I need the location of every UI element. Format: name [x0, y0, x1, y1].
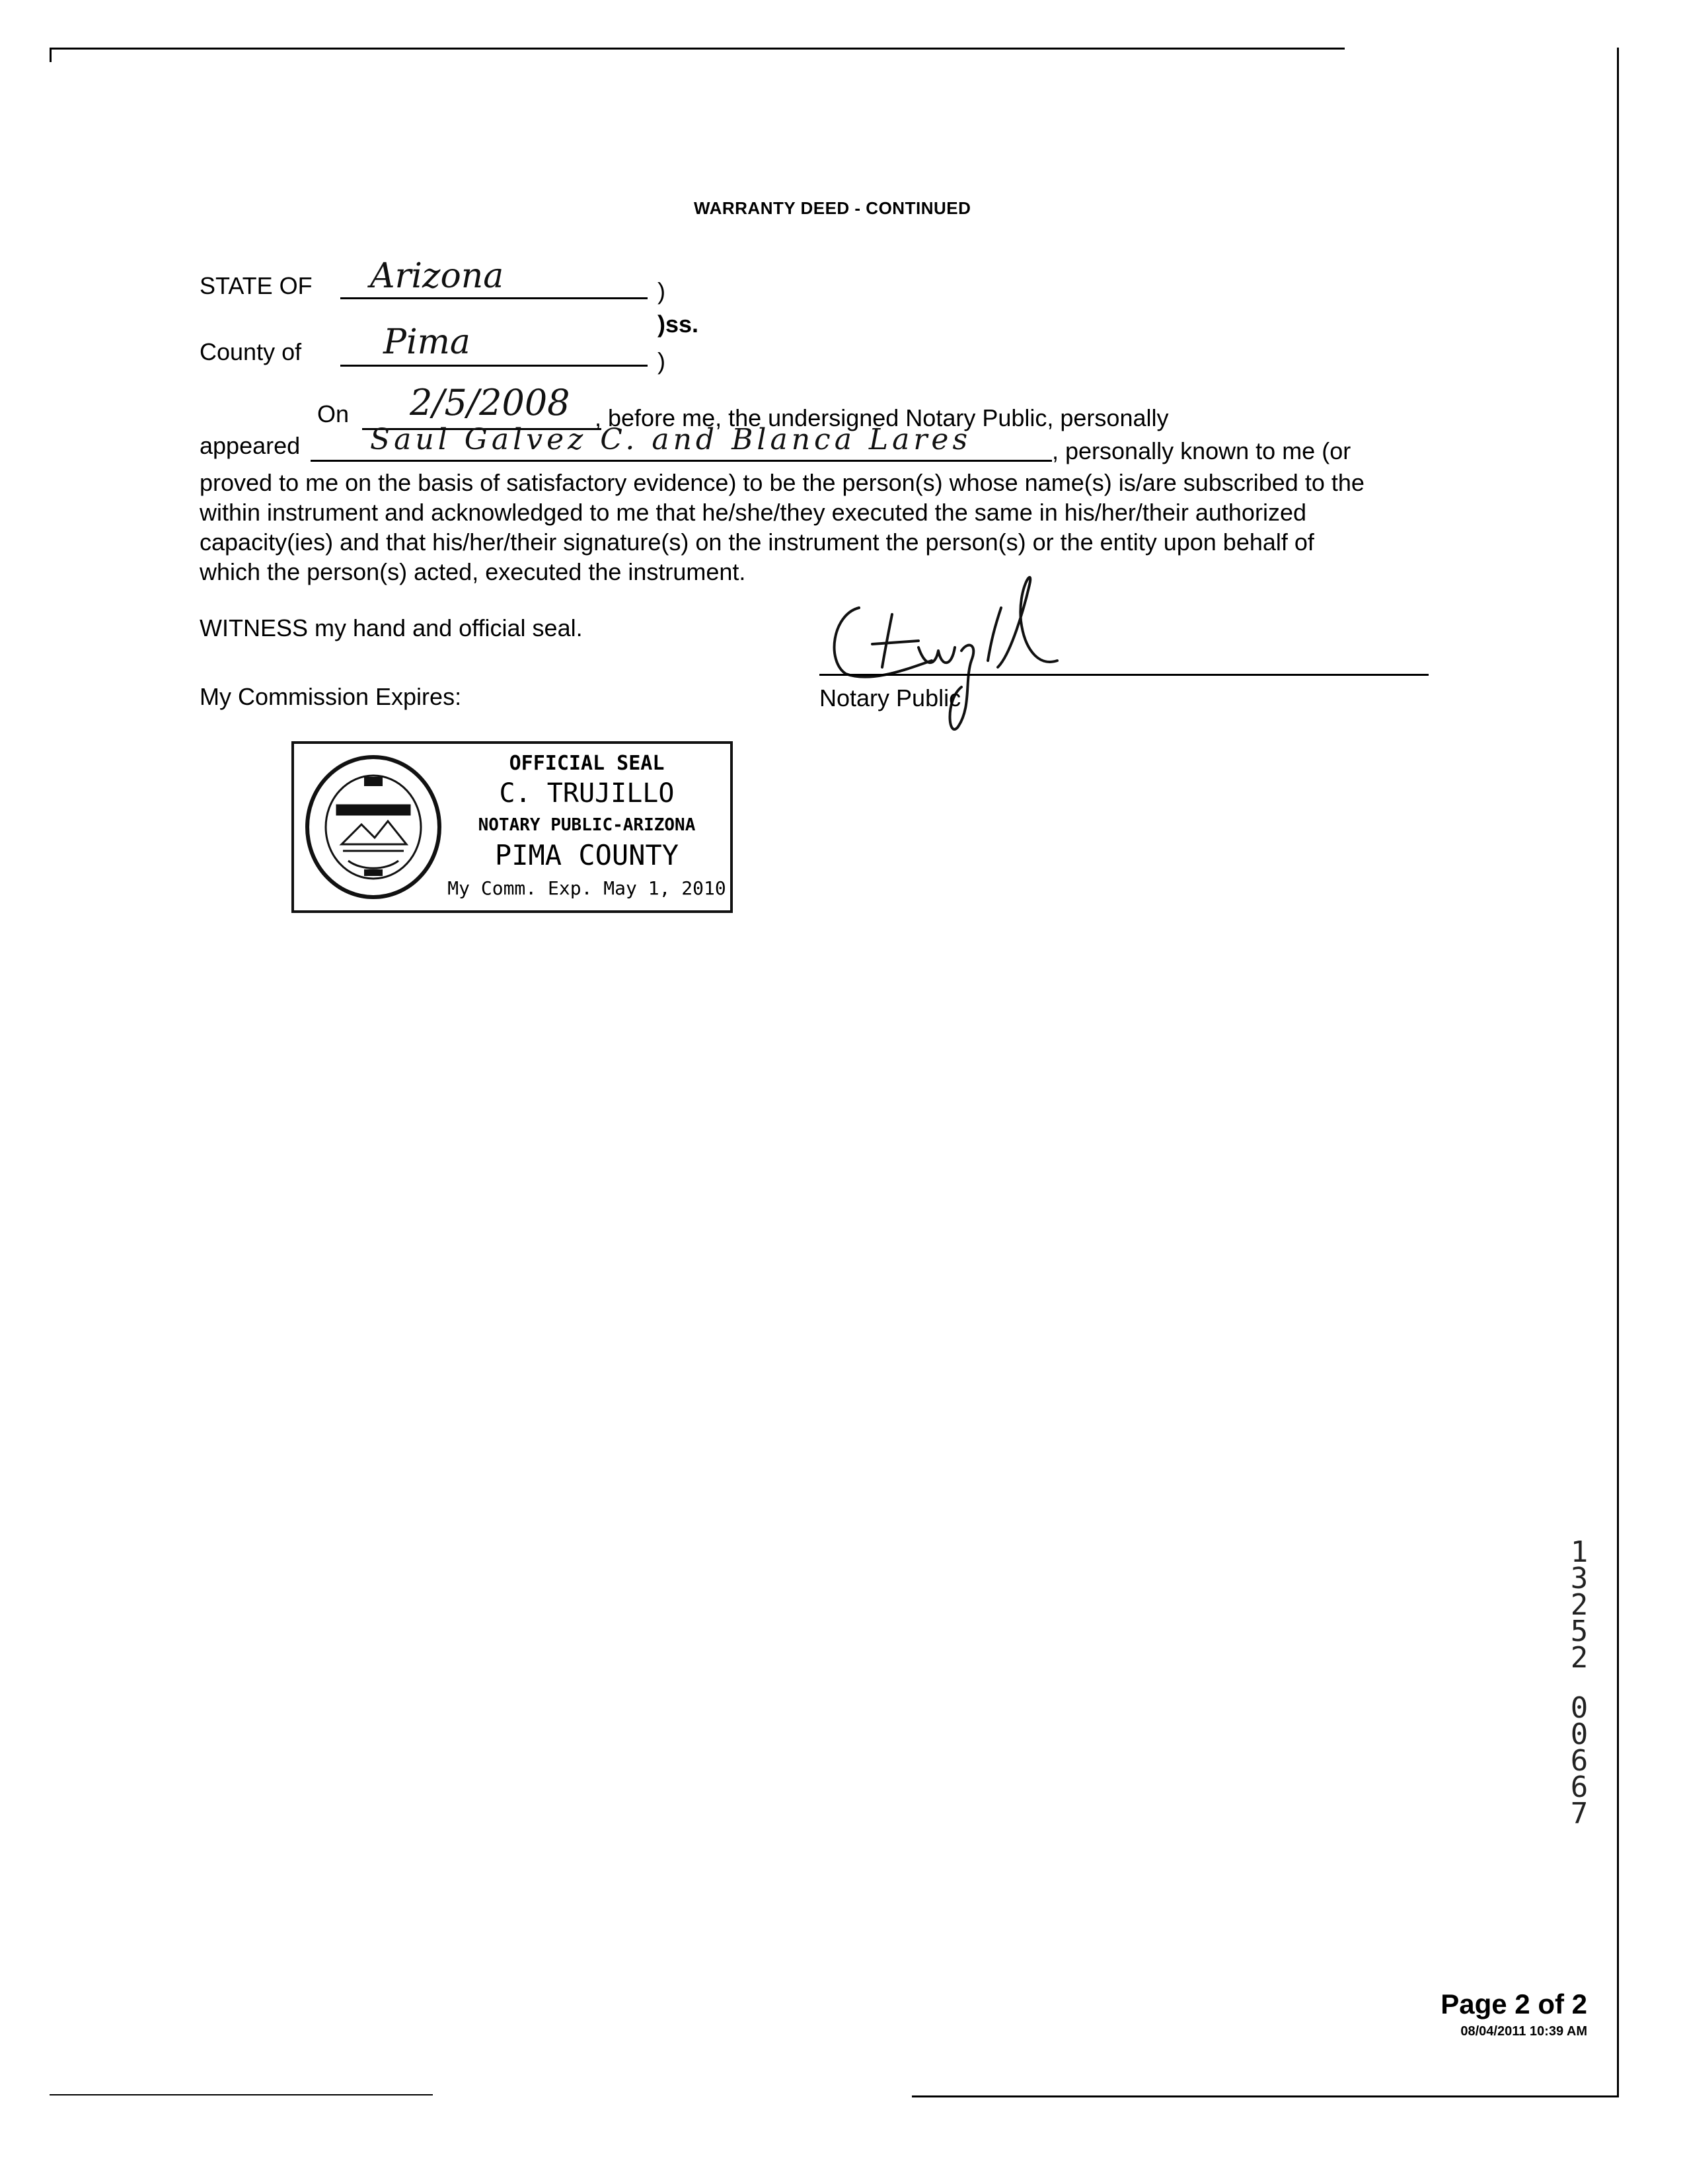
recording-digit: 0 [1570, 1718, 1589, 1751]
recording-digit: 6 [1570, 1770, 1589, 1804]
recording-digit: 2 [1570, 1588, 1589, 1622]
page-timestamp: 08/04/2011 10:39 AM [1460, 2024, 1587, 2039]
state-label: STATE OF [200, 272, 313, 299]
scan-border-left [50, 48, 52, 62]
document-title: WARRANTY DEED - CONTINUED [694, 198, 971, 218]
ss-mark: )ss. [657, 310, 699, 338]
paren-1: ) [657, 277, 665, 305]
recording-digit: 2 [1570, 1641, 1589, 1675]
date-handwritten-value: 2/5/2008 [410, 382, 570, 423]
recording-number [1559, 1535, 1599, 1831]
recording-digit: 3 [1570, 1562, 1589, 1595]
ack-line-3: within instrument and acknowledged to me that he/she/they executed the same in his/her/their authorized [200, 499, 1306, 526]
ack-line-4: capacity(ies) and that his/her/their signature(s) on the instrument the person(s) or the entity upon behalf of [200, 528, 1314, 556]
seal-official-seal: OFFICIAL SEAL [509, 752, 665, 775]
notary-public-label: Notary Public [819, 684, 961, 711]
witness-text: WITNESS my hand and official seal. [200, 614, 583, 641]
commission-expires-label: My Commission Expires: [200, 683, 462, 710]
recording-digit: 6 [1570, 1744, 1589, 1778]
county-label: County of [200, 338, 302, 365]
ack-line-2: proved to me on the basis of satisfactory evidence) to be the person(s) whose name(s) is/are subscribed to the [200, 469, 1365, 496]
seal-commission-expiry: My Comm. Exp. May 1, 2010 [447, 877, 726, 899]
notary-signature-line [819, 674, 1429, 676]
recording-digit: 7 [1570, 1797, 1589, 1831]
scan-border-bottom-left [50, 2094, 433, 2095]
ack-line-5: which the person(s) acted, executed the instrument. [200, 558, 746, 585]
on-label: On [317, 400, 350, 427]
personally-known-text: , personally known to me (or [1052, 437, 1351, 464]
official-seal-stamp [291, 741, 733, 913]
county-handwritten-value: Pima [383, 322, 470, 362]
notary-signature-image [819, 568, 1084, 766]
appeared-underline [311, 460, 1052, 462]
recording-digit: 5 [1570, 1615, 1589, 1648]
scan-border-bottom [912, 2095, 1619, 2097]
county-underline [340, 365, 648, 367]
state-handwritten-value: Arizona [370, 256, 504, 296]
paren-2: ) [657, 347, 665, 375]
seal-notary-state: NOTARY PUBLIC-ARIZONA [478, 815, 696, 835]
recording-digit: 1 [1570, 1535, 1589, 1569]
appeared-handwritten-value: Saul Galvez C. and Blanca Lares [370, 423, 972, 456]
scan-border-right [1617, 48, 1619, 2095]
seal-notary-name: C. TRUJILLO [499, 778, 675, 809]
arizona-state-seal-image [302, 752, 445, 902]
page-number: Page 2 of 2 [1441, 1988, 1587, 2020]
state-underline [340, 297, 648, 299]
seal-county: PIMA COUNTY [494, 839, 679, 871]
scan-border-top [50, 48, 1345, 50]
recording-digit: 0 [1570, 1691, 1589, 1725]
before-me-text: , before me, the undersigned Notary Public, personally [595, 404, 1169, 431]
appeared-label: appeared [200, 432, 301, 459]
